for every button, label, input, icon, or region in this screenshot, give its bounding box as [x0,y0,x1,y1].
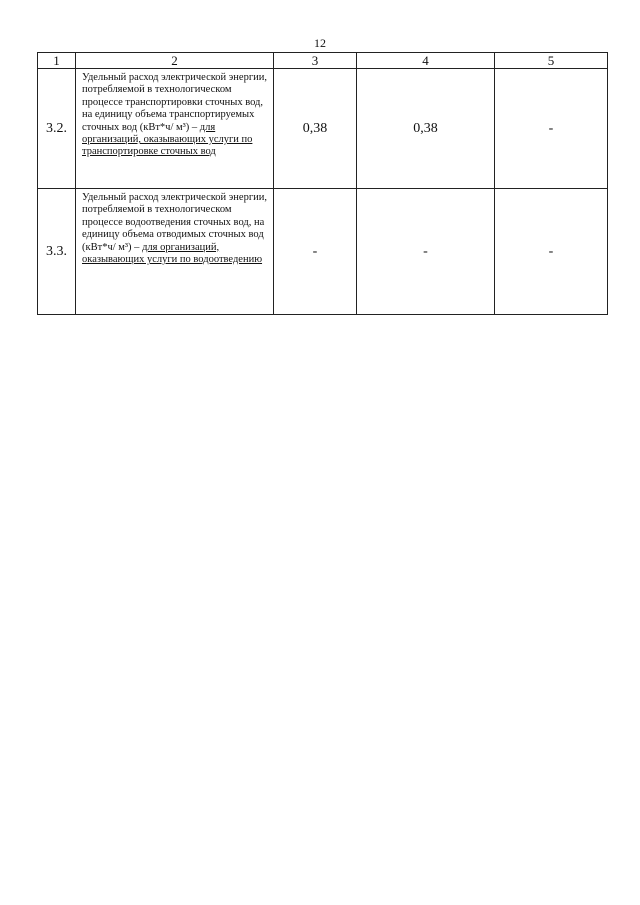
header-cell-1: 1 [38,53,76,69]
table-row [38,69,608,189]
header-cell-3: 3 [274,53,357,69]
description-underlined-text: для организаций, оказывающих услуги по транспортировке сточных вод [82,121,253,158]
row-number: 3.3. [38,189,76,315]
table-header-row [38,53,608,69]
description-underlined-text: для организаций, оказывающих услуги по водоотведению [82,241,263,266]
value-col-5: - [495,189,608,315]
row-description [76,189,274,315]
header-cell-2: 2 [76,53,274,69]
header-cell-4: 4 [357,53,495,69]
value-col-3: - [274,189,357,315]
value-col-4: - [357,189,495,315]
value-col-4: 0,38 [357,69,495,189]
description-text: Удельный расход электрической энергии, потребляемой в технологическом процессе водоотведения сточных вод, на единицу объема отводимых сточных вод (кВт*ч/ м³) – [82,192,268,253]
page-number: 12 [314,36,326,50]
row-description [76,69,274,189]
value-col-5: - [495,69,608,189]
description-text: Удельный расход электрической энергии, потребляемой в технологическом процессе транспортировки сточных вод, на единицу объема транспортируемых сточных вод (кВт*ч/ м³) – [82,72,268,133]
value-col-3: 0,38 [274,69,357,189]
table-row [38,189,608,315]
row-number: 3.2. [38,69,76,189]
header-cell-5: 5 [495,53,608,69]
indicators-table [37,52,608,315]
